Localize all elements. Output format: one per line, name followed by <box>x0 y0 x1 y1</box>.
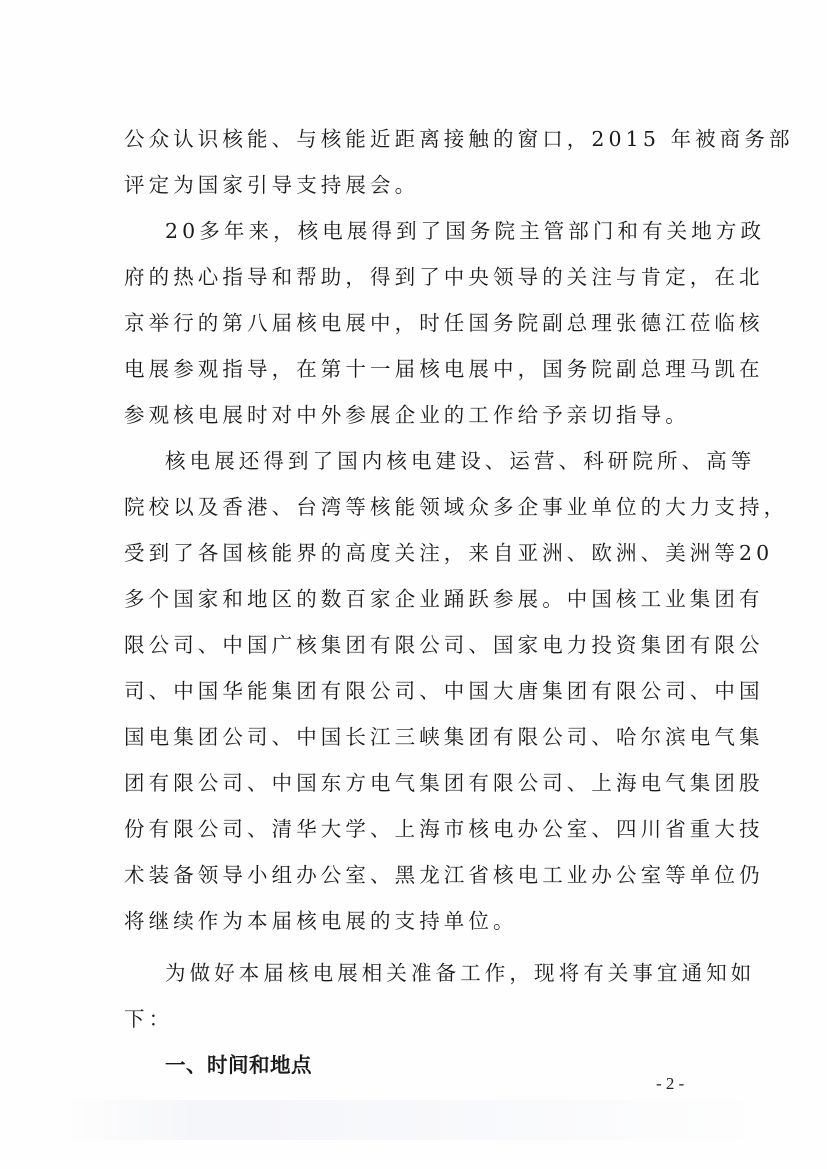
paragraph-line: 多个国家和地区的数百家企业踊跃参展。中国核工业集团有 <box>124 587 764 611</box>
paragraph-line: 20多年来，核电展得到了国务院主管部门和有关地方政 <box>165 219 766 243</box>
scan-artifact <box>60 1100 780 1140</box>
paragraph-line: 国电集团公司、中国长江三峡集团有限公司、哈尔滨电气集 <box>124 725 764 749</box>
paragraph-line: 团有限公司、中国东方电气集团有限公司、上海电气集团股 <box>124 771 764 795</box>
section-heading: 一、时间和地点 <box>165 1053 312 1077</box>
paragraph-line: 府的热心指导和帮助，得到了中央领导的关注与肯定，在北 <box>124 265 764 289</box>
paragraph-line: 份有限公司、清华大学、上海市核电办公室、四川省重大技 <box>124 817 764 841</box>
paragraph-line: 电展参观指导，在第十一届核电展中，国务院副总理马凯在 <box>124 357 764 381</box>
paragraph-line: 公众认识核能、与核能近距离接触的窗口，2015 年被商务部 <box>124 127 794 151</box>
paragraph-line: 下： <box>124 1007 174 1031</box>
paragraph-line: 院校以及香港、台湾等核能领域众多企事业单位的大力支持， <box>124 495 789 519</box>
paragraph-line: 为做好本届核电展相关准备工作，现将有关事宜通知如 <box>165 961 756 985</box>
paragraph-line: 限公司、中国广核集团有限公司、国家电力投资集团有限公 <box>124 633 764 657</box>
paragraph-line: 将继续作为本届核电展的支持单位。 <box>124 909 518 933</box>
paragraph-line: 术装备领导小组办公室、黑龙江省核电工业办公室等单位仍 <box>124 863 764 887</box>
page-number: - 2 - <box>656 1074 685 1093</box>
paragraph-line: 司、中国华能集团有限公司、中国大唐集团有限公司、中国 <box>124 679 764 703</box>
paragraph-line: 核电展还得到了国内核电建设、运营、科研院所、高等 <box>165 449 756 473</box>
paragraph-line: 京举行的第八届核电展中，时任国务院副总理张德江莅临核 <box>124 311 764 335</box>
paragraph-line: 受到了各国核能界的高度关注，来自亚洲、欧洲、美洲等20 <box>124 541 774 565</box>
paragraph-line: 评定为国家引导支持展会。 <box>124 173 420 197</box>
paragraph-line: 参观核电展时对中外参展企业的工作给予亲切指导。 <box>124 403 690 427</box>
